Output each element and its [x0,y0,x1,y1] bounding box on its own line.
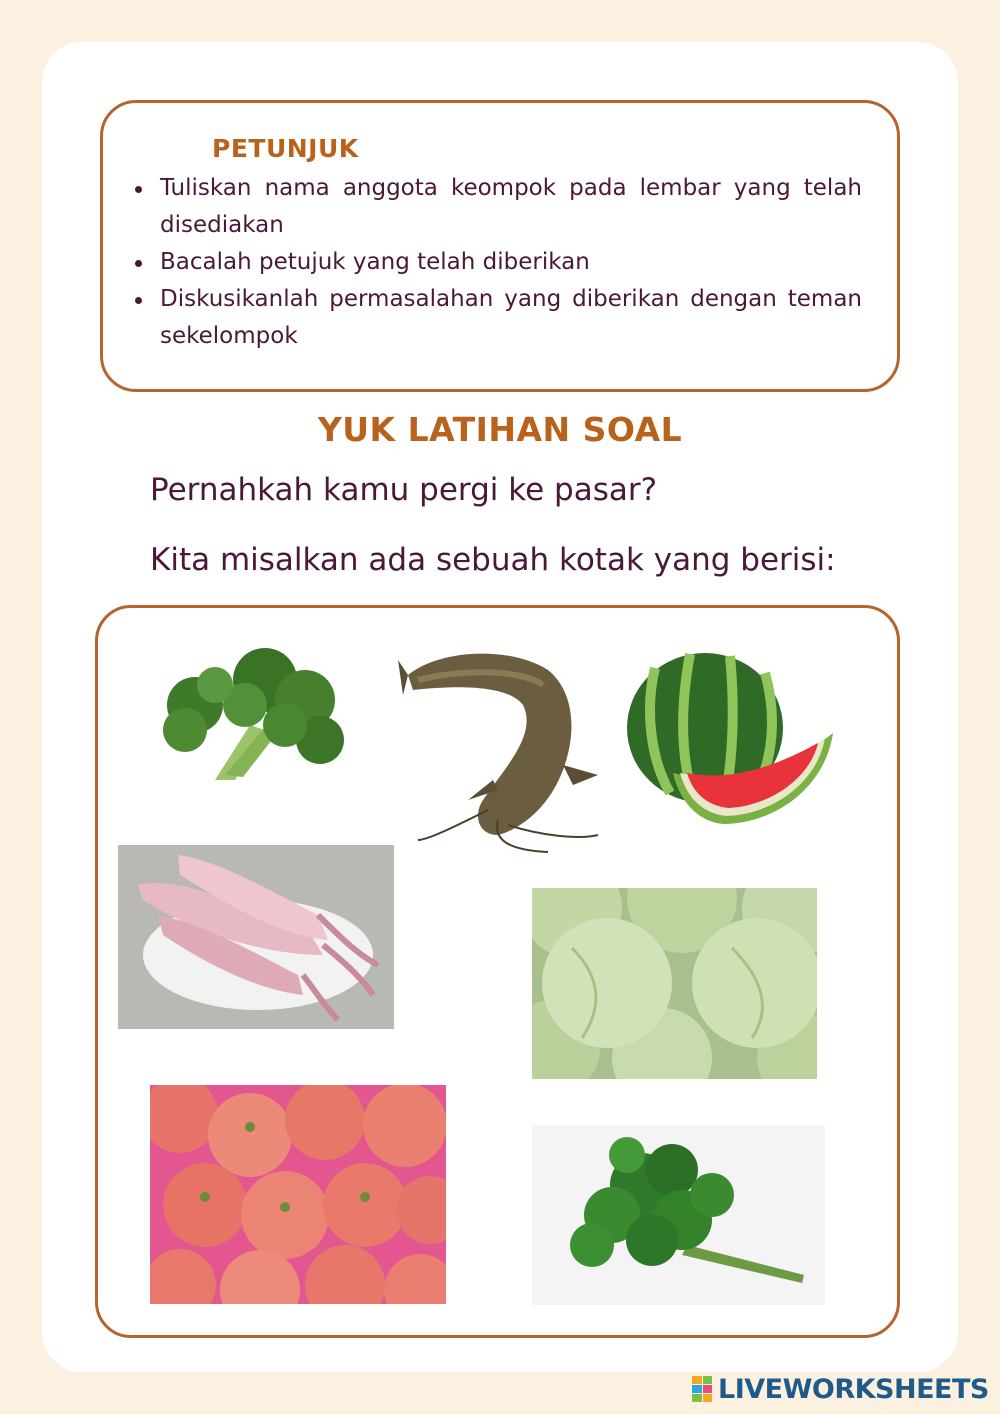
watercress-image [532,1125,825,1305]
broccoli-image [155,645,355,785]
squid-image [118,845,394,1029]
logo-mark-icon [692,1376,712,1402]
question-text: Kita misalkan ada sebuah kotak yang berisi: [150,542,836,578]
instructions-list [132,170,862,355]
catfish-image [398,640,603,855]
watermelon-image [625,648,835,826]
brand-text: LIVEWORKSHEETS [718,1373,989,1405]
instruction-item: Diskusikanlah permasalahan yang diberikan dengan teman sekelompok [132,281,862,355]
instruction-item: Tuliskan nama anggota keompok pada lembar yang telah disediakan [132,170,862,244]
instructions-title: PETUNJUK [212,134,359,163]
liveworksheets-logo[interactable] [692,1373,989,1405]
question-text: Pernahkah kamu pergi ke pasar? [150,472,658,508]
instruction-item: Bacalah petujuk yang telah diberikan [132,244,862,281]
cabbage-image [532,888,817,1079]
section-title: YUK LATIHAN SOAL [317,410,683,449]
apples-image [150,1085,446,1304]
